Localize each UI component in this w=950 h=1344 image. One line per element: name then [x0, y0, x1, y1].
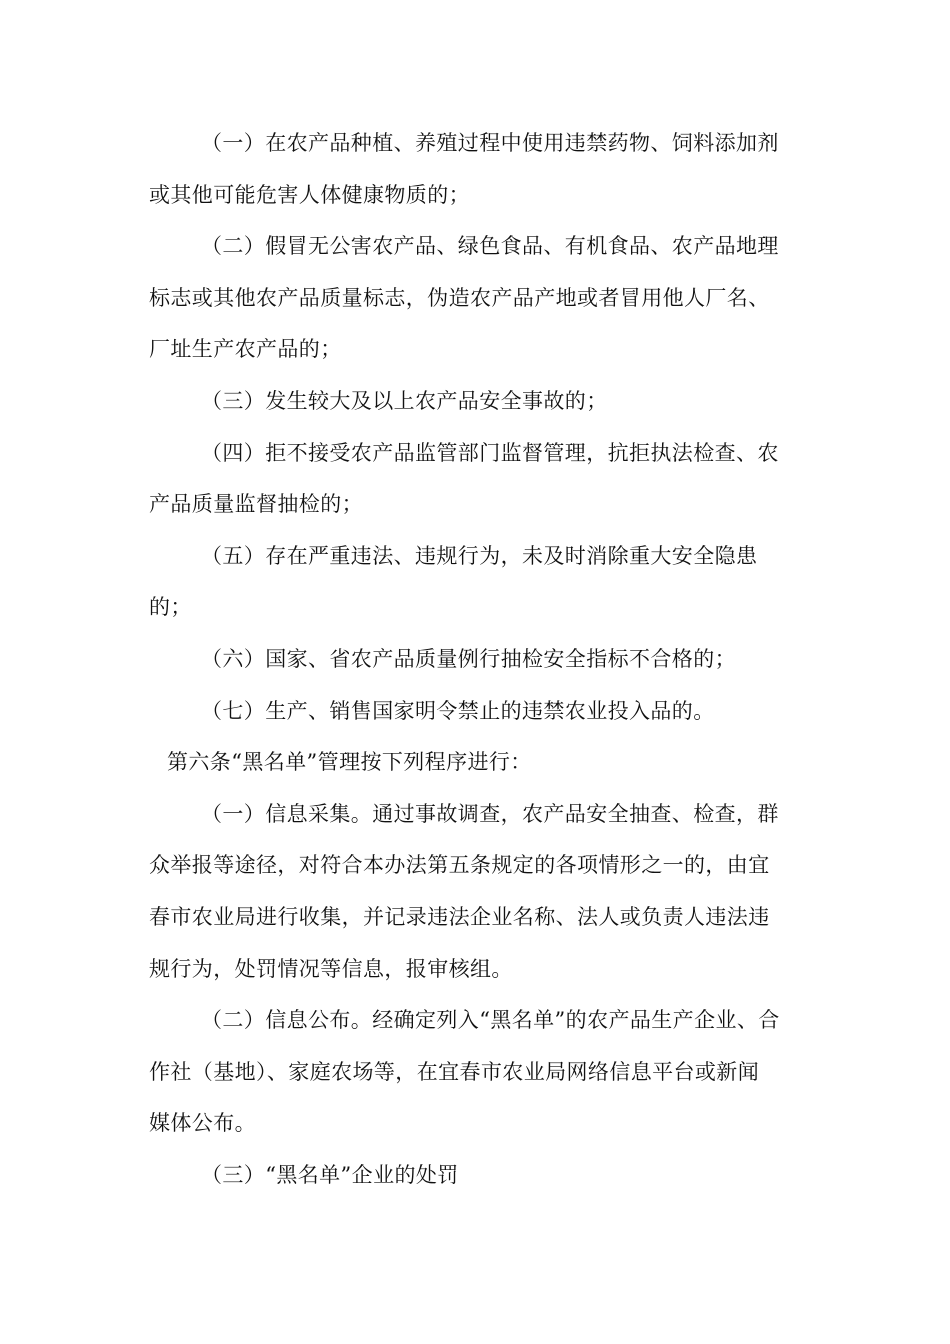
text-line: （七）生产、销售国家明令禁止的违禁农业投入品的。 — [201, 698, 715, 723]
paragraph-item-1 — [149, 118, 799, 221]
procedure-item-2 — [149, 995, 799, 1150]
text-line: （一）在农产品种植、养殖过程中使用违禁药物、饲料添加剂 — [201, 131, 779, 155]
procedure-item-3 — [149, 1150, 799, 1202]
text-line: （二）信息公布。经确定列入“黑名单”的农产品生产企业、合 — [201, 1008, 780, 1033]
text-line: 或其他可能危害人体健康物质的； — [149, 182, 470, 207]
document-body — [149, 118, 799, 1201]
text-line: （三）“黑名单”企业的处罚 — [201, 1162, 459, 1187]
paragraph-item-4 — [149, 428, 799, 531]
paragraph-item-3 — [149, 376, 799, 428]
text-line: 产品质量监督抽检的； — [149, 492, 363, 517]
text-line: 标志或其他农产品质量标志，伪造农产品产地或者冒用他人厂名、 — [149, 285, 770, 310]
text-line: 厂址生产农产品的； — [149, 337, 342, 362]
text-line: 众举报等途径，对符合本办法第五条规定的各项情形之一的，由宜 — [149, 853, 770, 878]
text-line: 规行为，处罚情况等信息，报审核组。 — [149, 956, 513, 981]
text-line: （二）假冒无公害农产品、绿色食品、有机食品、农产品地理 — [201, 234, 779, 259]
paragraph-item-5 — [149, 531, 799, 634]
text-line: （一）信息采集。通过事故调查，农产品安全抽查、检查，群 — [201, 801, 779, 826]
paragraph-item-7 — [149, 686, 799, 738]
text-line: 作社（基地）、家庭农场等，在宜春市农业局网络信息平台或新闻 — [149, 1059, 760, 1084]
paragraph-item-2 — [149, 221, 799, 376]
text-line: （三）发生较大及以上农产品安全事故的； — [201, 388, 608, 413]
text-line: （六）国家、省农产品质量例行抽检安全指标不合格的； — [201, 646, 736, 671]
text-line: （四）拒不接受农产品监管部门监督管理，抗拒执法检查、农 — [201, 440, 779, 465]
text-line: （五）存在严重违法、违规行为，未及时消除重大安全隐患 — [201, 543, 758, 568]
text-line: 的； — [149, 595, 192, 620]
article-heading — [149, 737, 799, 789]
procedure-item-1 — [149, 789, 799, 995]
text-line: 第六条“黑名单”管理按下列程序进行： — [167, 750, 532, 775]
text-line: 春市农业局进行收集，并记录违法企业名称、法人或负责人违法违 — [149, 904, 770, 929]
text-line: 媒体公布。 — [149, 1111, 256, 1136]
paragraph-item-6 — [149, 634, 799, 686]
